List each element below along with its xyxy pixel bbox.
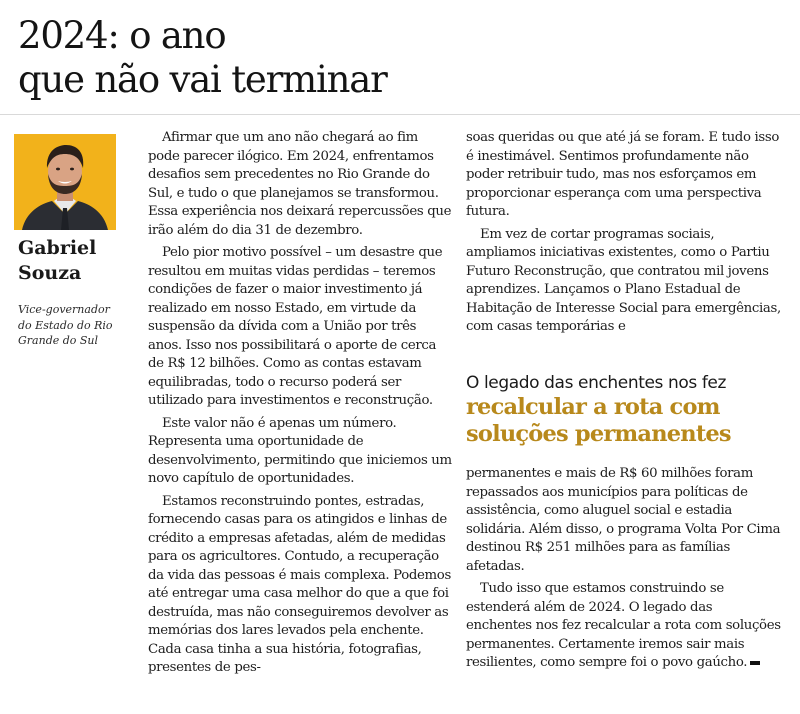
- title-line-2: que não vai terminar: [18, 58, 387, 101]
- body-column-2-bottom: [466, 465, 781, 677]
- body-paragraph-4-continued: soas queridas ou que até já se foram. E tudo isso é inestimável. Sentimos profundamente não poder retribuir tudo, mas nos esforçamos em proporcionar esperança com uma perspectiva futura.: [466, 130, 779, 219]
- body-paragraph-5: Em vez de cortar programas sociais, ampliamos iniciativas existentes, como o Partiu Futuro Reconstrução, que contratou mil jovens aprendizes. Lançamos o Plano Estadual de Habitação de Interesse Social para emergências, com casas temporárias e: [466, 226, 781, 334]
- body-paragraph-6: [466, 580, 781, 673]
- pull-quote-line-2: soluções permanentes: [466, 421, 731, 447]
- body-column-2-top: [466, 129, 781, 341]
- author-portrait-image: [14, 134, 116, 230]
- body-paragraph-4: Estamos reconstruindo pontes, estradas, fornecendo casas para os atingidos e linhas de crédito a empresas afetadas, além de medidas para os agricultores. Contudo, a recuperação da vida das pessoas é mais complexa. Podemos até entregar uma casa melhor do que a que foi destruída, mas não conseguiremos devolver as memórias dos lares levados pela enchente. Cada casa tinha a sua história, fotografias, presentes de pes-: [148, 493, 451, 675]
- article-title: [18, 14, 518, 102]
- end-of-article-mark: [750, 661, 760, 665]
- author-name: [18, 236, 133, 286]
- body-column-1: [148, 129, 453, 682]
- author-role-line-1: Vice-governador: [18, 303, 110, 316]
- body-paragraph-1: Afirmar que um ano não chegará ao fim pode parecer ilógico. Em 2024, enfrentamos desafios sem precedentes no Rio Grande do Sul, e tudo o que planejamos se transformou. Essa experiência nos deixará repercussões que irão além do dia 31 de dezembro.: [148, 130, 452, 238]
- header-divider: [0, 114, 800, 115]
- author-role-line-2: do Estado do Rio: [18, 318, 113, 332]
- author-first-name: Gabriel: [18, 237, 97, 259]
- body-paragraph-2: Pelo pior motivo possível – um desastre que resultou em muitas vidas perdidas – teremos condições de fazer o maior investimento já realizado em nosso Estado, em virtude da suspensão da dívida com a União por três anos. Isso nos possibilitará o aporte de cerca de R$ 12 bilhões. Como as contas estavam equilibradas, todo o recurso poderá ser utilizado para investimentos e reconstrução.: [148, 245, 443, 408]
- author-role: [18, 302, 136, 349]
- pull-quote-lead: O legado das enchentes nos fez: [466, 373, 727, 393]
- author-last-name: Souza: [18, 262, 82, 284]
- author-role-line-3: Grande do Sul: [18, 334, 99, 347]
- body-paragraph-3: Este valor não é apenas um número. Representa uma oportunidade de desenvolvimento, permitindo que iniciemos um novo capítulo de oportunidades.: [148, 415, 452, 486]
- pull-quote: [466, 372, 786, 448]
- body-paragraph-6-text: Tudo isso que estamos construindo se estenderá além de 2024. O legado das enchentes nos fez recalcular a rota com soluções permanentes. Certamente iremos sair mais resilientes, como sempre foi o povo gaúcho.: [466, 581, 781, 670]
- pull-quote-line-1: recalcular a rota com: [466, 394, 720, 420]
- author-photo: [14, 134, 116, 230]
- body-paragraph-5-continued: permanentes e mais de R$ 60 milhões foram repassados aos municípios para políticas de assistência, como aluguel social e estadia solidária. Além disso, o programa Volta Por Cima destinou R$ 251 milhões para as famílias afetadas.: [466, 466, 781, 574]
- title-line-1: 2024: o ano: [18, 14, 226, 57]
